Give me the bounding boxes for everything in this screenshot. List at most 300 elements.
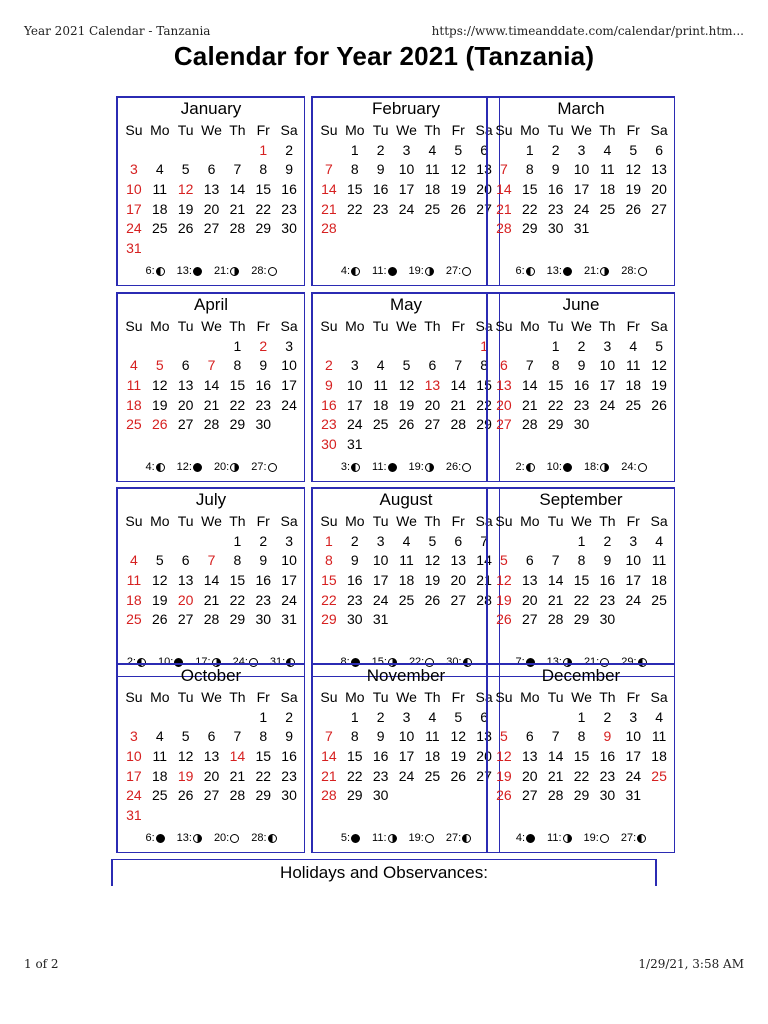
day-cell: 20 — [203, 200, 220, 217]
day-cell: 27 — [522, 611, 538, 628]
moon-phases — [488, 460, 674, 474]
empty-cell — [445, 219, 471, 239]
week-row — [316, 786, 497, 806]
day-cell: 18 — [152, 767, 168, 784]
day-cell: 17 — [126, 200, 142, 217]
moon-phase-item — [584, 460, 609, 474]
day-grid — [491, 121, 672, 239]
week-row — [121, 219, 302, 239]
moon-phase-day: 11: — [372, 461, 387, 473]
day-cell: 1 — [525, 141, 534, 158]
day-cell: 8 — [350, 728, 359, 745]
moon-phase-item — [372, 831, 396, 845]
weekday-label: Th — [424, 122, 441, 138]
day-cell: 28 — [450, 416, 467, 433]
day-cell: 9 — [603, 728, 612, 745]
week-row — [121, 610, 302, 630]
empty-cell — [121, 532, 147, 552]
day-cell: 24 — [281, 591, 297, 608]
day-cell: 17 — [347, 396, 363, 413]
new-moon-icon — [563, 267, 572, 276]
weekday-label: Tu — [547, 318, 564, 334]
moon-phase-day: 17: — [195, 656, 211, 668]
weekday-label: Fr — [451, 122, 465, 138]
day-cell: 21 — [203, 396, 220, 413]
weekday-label: Mo — [150, 122, 170, 138]
day-cell: 29 — [229, 416, 246, 433]
empty-cell — [646, 219, 672, 239]
month-name: May — [389, 295, 423, 314]
third-moon-icon — [351, 463, 360, 472]
moon-phase-day: 28: — [251, 832, 267, 844]
week-row — [121, 727, 302, 747]
moon-phase-item — [446, 831, 471, 845]
month-name: September — [539, 490, 623, 509]
day-cell: 19 — [450, 748, 467, 765]
moon-phase-day: 19: — [408, 461, 424, 473]
day-cell: 30 — [321, 436, 337, 453]
day-cell: 15 — [573, 748, 590, 765]
day-cell: 14 — [229, 748, 246, 765]
weekday-label: Th — [229, 122, 246, 138]
day-cell: 1 — [325, 532, 333, 549]
day-cell: 11 — [651, 552, 667, 569]
day-cell: 16 — [281, 181, 297, 198]
day-cell: 28 — [496, 220, 512, 237]
weekday-label: Fr — [451, 318, 465, 334]
moon-phase-item — [145, 264, 164, 278]
day-cell: 14 — [522, 377, 538, 394]
empty-cell — [276, 806, 302, 826]
day-cell: 1 — [233, 337, 242, 354]
moon-phase-day: 13: — [176, 265, 192, 277]
day-cell: 23 — [547, 200, 564, 217]
day-cell: 25 — [599, 200, 616, 217]
day-cell: 29 — [573, 611, 590, 628]
day-cell: 21 — [450, 396, 467, 413]
moon-phase-day: 13: — [546, 265, 562, 277]
month-september — [486, 487, 675, 677]
day-cell: 10 — [281, 357, 297, 374]
day-cell: 20 — [177, 396, 194, 413]
day-cell: 6 — [181, 552, 190, 569]
weekday-label: We — [201, 122, 222, 138]
day-cell: 20 — [476, 748, 492, 765]
day-cell: 21 — [522, 396, 538, 413]
day-grid — [121, 317, 302, 435]
weekday-label: Fr — [626, 513, 640, 529]
day-cell: 23 — [321, 416, 337, 433]
day-cell: 13 — [651, 161, 667, 178]
weekday-label: Mo — [520, 318, 540, 334]
day-cell: 28 — [321, 220, 337, 237]
empty-cell — [342, 219, 368, 239]
day-cell: 16 — [599, 748, 616, 765]
day-cell: 25 — [152, 787, 168, 804]
moon-phases — [313, 460, 499, 474]
moon-phase-day: 18: — [583, 461, 600, 473]
day-cell: 29 — [321, 611, 337, 628]
day-cell: 8 — [577, 728, 586, 745]
week-row — [121, 376, 302, 396]
day-cell: 14 — [229, 181, 246, 198]
day-cell: 30 — [599, 611, 616, 628]
day-cell: 18 — [126, 591, 142, 608]
weekday-label: Su — [125, 513, 143, 529]
day-cell: 3 — [130, 728, 138, 745]
week-row — [491, 747, 672, 767]
day-cell: 15 — [255, 748, 272, 765]
day-cell: 15 — [229, 572, 246, 589]
day-cell: 28 — [203, 416, 220, 433]
empty-cell — [445, 610, 471, 630]
empty-cell — [199, 708, 225, 728]
weekday-label: Tu — [177, 689, 194, 705]
day-cell: 8 — [525, 161, 534, 178]
day-cell: 29 — [347, 787, 363, 804]
moon-phase-day: 22: — [408, 656, 425, 668]
day-cell: 20 — [522, 767, 538, 784]
day-cell: 4 — [428, 141, 437, 158]
moon-phase-day: 7: — [515, 656, 525, 668]
day-cell: 21 — [321, 200, 337, 217]
day-cell: 19 — [177, 767, 194, 784]
weekday-label: Fr — [451, 513, 465, 529]
day-cell: 30 — [255, 416, 272, 433]
day-cell: 18 — [424, 748, 441, 765]
day-cell: 11 — [425, 728, 440, 745]
day-cell: 8 — [350, 161, 359, 178]
day-cell: 14 — [547, 748, 564, 765]
day-cell: 15 — [522, 181, 538, 198]
day-cell: 9 — [259, 552, 268, 569]
day-cell: 17 — [398, 748, 415, 765]
day-cell: 13 — [424, 377, 441, 394]
day-cell: 22 — [321, 591, 337, 608]
week-row — [491, 767, 672, 787]
day-cell: 31 — [126, 807, 142, 824]
day-cell: 10 — [398, 728, 415, 745]
weekday-label: Tu — [547, 122, 564, 138]
empty-cell — [394, 435, 420, 455]
empty-cell — [646, 786, 672, 806]
new-moon-icon — [351, 834, 360, 843]
weekday-header — [491, 512, 672, 532]
day-cell: 2 — [285, 141, 293, 158]
day-cell: 14 — [203, 377, 220, 394]
weekday-label: We — [201, 689, 222, 705]
weekday-label: Su — [320, 513, 338, 529]
day-cell: 3 — [629, 708, 638, 725]
day-cell: 16 — [573, 377, 590, 394]
day-cell: 5 — [500, 552, 508, 569]
moon-phase-day: 20: — [213, 461, 230, 473]
day-cell: 6 — [525, 552, 534, 569]
week-row — [121, 160, 302, 180]
empty-cell — [342, 337, 368, 357]
weekday-label: Sa — [650, 689, 668, 705]
day-cell: 31 — [625, 787, 642, 804]
day-cell: 24 — [281, 396, 297, 413]
moon-phase-item — [214, 264, 239, 278]
day-grid — [316, 688, 497, 806]
moon-phase-day: 13: — [546, 656, 562, 668]
day-cell: 12 — [177, 181, 194, 198]
week-row — [316, 376, 497, 396]
day-cell: 2 — [603, 708, 612, 725]
week-row — [491, 356, 672, 376]
day-cell: 6 — [525, 728, 534, 745]
week-row — [316, 610, 497, 630]
week-row — [121, 786, 302, 806]
full-moon-icon — [268, 267, 277, 276]
day-cell: 13 — [203, 748, 220, 765]
day-cell: 12 — [496, 748, 512, 765]
third-moon-icon — [526, 267, 535, 276]
moon-phase-item — [145, 460, 164, 474]
weekday-label: We — [396, 513, 417, 529]
weekday-label: Mo — [345, 318, 365, 334]
empty-cell — [491, 337, 517, 357]
week-row — [491, 219, 672, 239]
moon-phase-day: 6: — [145, 265, 155, 277]
week-row — [491, 551, 672, 571]
weekday-label: Sa — [280, 513, 298, 529]
day-cell: 24 — [398, 200, 415, 217]
new-moon-icon — [388, 267, 397, 276]
weekday-label: We — [571, 318, 592, 334]
third-moon-icon — [462, 834, 471, 843]
week-row — [491, 180, 672, 200]
weekday-label: Su — [125, 318, 143, 334]
month-name: March — [557, 99, 605, 118]
day-cell: 12 — [152, 572, 168, 589]
day-grid — [316, 317, 497, 455]
day-cell: 31 — [281, 611, 297, 628]
week-row — [316, 415, 497, 435]
moon-phase-day: 24: — [232, 656, 248, 668]
empty-cell — [173, 239, 199, 259]
day-cell: 31 — [573, 220, 590, 237]
day-cell: 21 — [321, 767, 337, 784]
moon-phase-day: 2: — [515, 461, 525, 473]
moon-phase-item — [251, 460, 276, 474]
weekday-label: We — [201, 318, 222, 334]
first-moon-icon — [600, 463, 609, 472]
moon-phase-day: 26: — [445, 461, 462, 473]
day-cell: 2 — [376, 141, 385, 158]
weekday-header — [316, 688, 497, 708]
day-cell: 20 — [496, 396, 512, 413]
first-moon-icon — [388, 834, 397, 843]
day-cell: 16 — [372, 748, 389, 765]
moon-phase-item — [547, 264, 572, 278]
day-cell: 11 — [651, 728, 667, 745]
week-row — [121, 767, 302, 787]
day-cell: 9 — [376, 728, 385, 745]
day-cell: 22 — [522, 200, 538, 217]
day-cell: 20 — [424, 396, 441, 413]
day-grid — [491, 688, 672, 806]
weekday-label: Sa — [650, 122, 668, 138]
empty-cell — [276, 415, 302, 435]
weekday-label: Th — [599, 318, 616, 334]
month-name: February — [371, 99, 441, 118]
moon-phase-day: 13: — [176, 832, 192, 844]
empty-cell — [173, 337, 199, 357]
weekday-label: Mo — [150, 513, 170, 529]
day-cell: 22 — [229, 591, 246, 608]
weekday-label: Th — [229, 513, 246, 529]
empty-cell — [646, 415, 672, 435]
empty-cell — [368, 219, 394, 239]
moon-phase-day: 11: — [372, 265, 387, 277]
day-cell: 13 — [203, 181, 220, 198]
week-row — [121, 591, 302, 611]
weekday-label: Su — [320, 689, 338, 705]
day-cell: 11 — [126, 377, 142, 394]
weekday-label: Fr — [626, 122, 640, 138]
empty-cell — [316, 141, 342, 161]
day-cell: 4 — [428, 708, 437, 725]
empty-cell — [368, 337, 394, 357]
day-cell: 15 — [547, 377, 564, 394]
weekday-label: Tu — [372, 689, 389, 705]
day-cell: 26 — [177, 220, 194, 237]
day-grid — [316, 512, 497, 630]
day-cell: 13 — [476, 161, 492, 178]
day-cell: 23 — [599, 767, 616, 784]
week-row — [316, 747, 497, 767]
day-cell: 29 — [547, 416, 564, 433]
day-cell: 6 — [480, 708, 488, 725]
day-cell: 27 — [496, 416, 512, 433]
day-cell: 25 — [398, 591, 415, 608]
week-row — [491, 160, 672, 180]
empty-cell — [394, 337, 420, 357]
third-moon-icon — [351, 267, 360, 276]
day-cell: 4 — [655, 708, 663, 725]
day-grid — [491, 317, 672, 435]
day-cell: 3 — [376, 532, 385, 549]
day-cell: 18 — [372, 396, 389, 413]
day-cell: 15 — [347, 748, 363, 765]
day-cell: 22 — [347, 200, 363, 217]
empty-cell — [646, 610, 672, 630]
full-moon-icon — [425, 834, 434, 843]
moon-phase-day: 31: — [269, 656, 286, 668]
day-cell: 28 — [229, 787, 246, 804]
first-moon-icon — [230, 463, 239, 472]
day-cell: 4 — [130, 552, 138, 569]
moon-phase-day: 20: — [213, 832, 230, 844]
weekday-header — [491, 121, 672, 141]
day-cell: 4 — [155, 161, 164, 178]
day-cell: 8 — [325, 552, 333, 569]
moon-phase-item — [584, 264, 609, 278]
day-cell: 30 — [547, 220, 564, 237]
month-april — [116, 292, 305, 482]
weekday-label: Tu — [372, 513, 389, 529]
day-cell: 30 — [599, 787, 616, 804]
weekday-header — [316, 317, 497, 337]
weekday-label: Fr — [256, 513, 270, 529]
day-cell: 27 — [651, 200, 667, 217]
moon-phase-day: 10: — [158, 656, 174, 668]
moon-phase-day: 11: — [547, 832, 562, 844]
new-moon-icon — [193, 463, 202, 472]
third-moon-icon — [637, 834, 646, 843]
day-cell: 3 — [603, 337, 612, 354]
day-cell: 1 — [233, 532, 242, 549]
day-cell: 2 — [259, 337, 268, 354]
empty-cell — [224, 239, 250, 259]
moon-phase-item — [409, 460, 434, 474]
day-cell: 31 — [126, 240, 142, 257]
weekday-label: Tu — [177, 122, 194, 138]
week-row — [491, 610, 672, 630]
weekday-label: Tu — [177, 318, 194, 334]
day-cell: 14 — [496, 181, 512, 198]
moon-phase-item — [547, 831, 571, 845]
day-cell: 20 — [177, 591, 194, 608]
day-cell: 28 — [547, 787, 564, 804]
month-august — [311, 487, 500, 677]
weekday-label: Su — [495, 318, 513, 334]
moon-phase-day: 4: — [340, 265, 351, 277]
day-cell: 28 — [522, 416, 538, 433]
day-cell: 5 — [181, 161, 190, 178]
day-cell: 13 — [522, 572, 538, 589]
moon-phase-day: 19: — [408, 832, 424, 844]
day-cell: 19 — [152, 396, 168, 413]
day-grid — [121, 512, 302, 630]
day-cell: 10 — [372, 552, 389, 569]
day-cell: 7 — [500, 161, 508, 178]
weekday-label: Th — [229, 318, 246, 334]
day-cell: 17 — [625, 572, 642, 589]
moon-phase-day: 12: — [176, 461, 192, 473]
weekday-label: We — [396, 318, 417, 334]
empty-cell — [199, 337, 225, 357]
day-cell: 26 — [450, 767, 467, 784]
day-cell: 15 — [347, 181, 363, 198]
week-row — [316, 727, 497, 747]
empty-cell — [147, 708, 173, 728]
weekday-label: We — [396, 689, 417, 705]
day-cell: 10 — [625, 728, 642, 745]
week-row — [121, 747, 302, 767]
weekday-label: Su — [495, 689, 513, 705]
day-cell: 5 — [402, 357, 411, 374]
weekday-label: Sa — [475, 318, 493, 334]
empty-cell — [620, 415, 646, 435]
weekday-header — [121, 121, 302, 141]
moon-phase-item — [446, 264, 471, 278]
moon-phase-day: 19: — [583, 832, 599, 844]
day-cell: 6 — [207, 728, 216, 745]
day-cell: 19 — [625, 181, 642, 198]
day-cell: 21 — [547, 591, 564, 608]
weekday-label: Sa — [280, 689, 298, 705]
full-moon-icon — [638, 463, 647, 472]
moon-phases — [313, 831, 499, 845]
day-cell: 10 — [599, 357, 616, 374]
day-cell: 5 — [655, 337, 663, 354]
day-cell: 15 — [573, 572, 590, 589]
day-cell: 14 — [476, 552, 492, 569]
empty-cell — [224, 708, 250, 728]
